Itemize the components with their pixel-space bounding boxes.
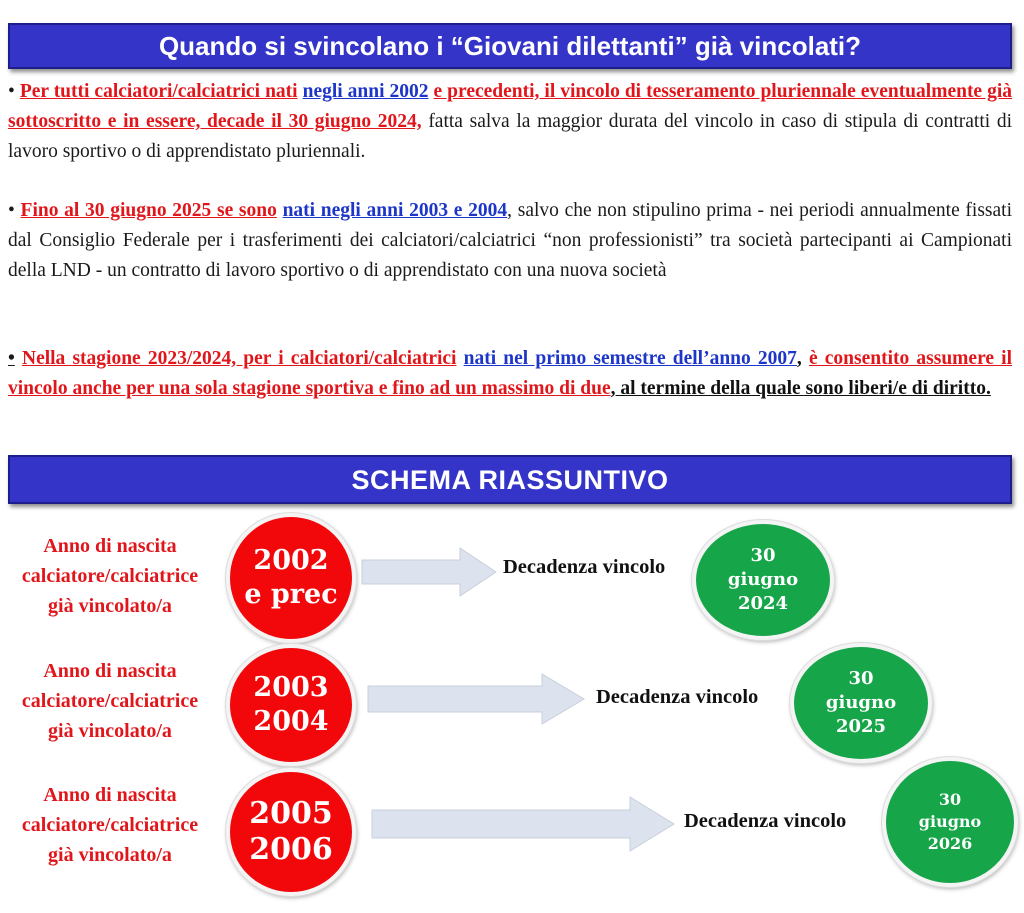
p3-black-text: , al termine della quale sono liberi/e di diritto.	[610, 378, 991, 399]
year-line: 2006	[249, 832, 333, 867]
bullet: •	[8, 200, 15, 221]
date-line: giugno	[727, 569, 799, 590]
decadenza-label-1: Decadenza vincolo	[503, 556, 666, 578]
label-line: Anno di nascita	[43, 784, 177, 806]
date-line: 30	[848, 668, 874, 689]
year-line: e prec	[244, 579, 338, 610]
date-line: 2026	[927, 834, 973, 853]
date-line: giugno	[918, 812, 982, 831]
decadenza-label-3: Decadenza vincolo	[684, 810, 847, 832]
p2-red-text: Fino al 30 giugno 2025 se sono	[20, 200, 277, 221]
row-label-2	[0, 656, 220, 746]
date-line: 30	[938, 790, 962, 809]
year-circle-1	[226, 513, 356, 643]
label-line: calciatore/calciatrice	[21, 565, 199, 587]
label-line: calciatore/calciatrice	[21, 814, 199, 836]
p1-red-text: Per tutti calciatori/calciatrici nati	[19, 81, 298, 102]
row-label-1	[0, 531, 220, 621]
page-title: Quando si svincolano i “Giovani dilettanti” già vincolati?	[158, 31, 862, 61]
paragraph-2007	[8, 344, 1012, 404]
label-line: calciatore/calciatrice	[21, 690, 199, 712]
bullet: •	[8, 81, 15, 102]
date-line: 2025	[835, 716, 887, 737]
year-circle-3	[226, 768, 356, 896]
bullet: •	[8, 348, 15, 369]
title-banner	[8, 23, 1012, 69]
date-line: giugno	[825, 692, 897, 713]
arrow-icon	[366, 672, 588, 726]
arrow-icon	[370, 795, 678, 853]
date-line: 2024	[737, 593, 789, 614]
label-line: Anno di nascita	[43, 660, 177, 682]
p1-red-text-2: e precedenti, il vincolo di tesseramento pluriennale eventualmente già sottoscritto e in essere, decade il 30 giugno 2024,	[8, 81, 1013, 132]
date-circle-3	[882, 757, 1018, 887]
p2-blue-text: nati negli anni 2003 e 2004	[282, 200, 508, 221]
paragraph-2002	[8, 77, 1012, 167]
label-line: Anno di nascita	[43, 535, 177, 557]
row-label-3	[0, 780, 220, 870]
label-line: già vincolato/a	[48, 844, 172, 866]
date-circle-2	[790, 643, 932, 763]
year-line: 2004	[253, 706, 329, 737]
label-line: già vincolato/a	[48, 720, 172, 742]
year-line: 2003	[253, 672, 329, 703]
schema-title: SCHEMA RIASSUNTIVO	[351, 465, 669, 495]
p3-comma: ,	[796, 348, 802, 369]
p3-red-text-2: è consentito assumere il vincolo anche per una sola stagione sportiva e fino ad un massimo di due	[8, 348, 1013, 399]
paragraph-2003-2004	[8, 196, 1012, 286]
date-line: 30	[750, 545, 776, 566]
p3-blue-text: nati nel primo semestre dell’anno 2007	[463, 348, 797, 369]
date-circle-1	[692, 520, 834, 640]
schema-banner	[8, 455, 1012, 504]
p2-plain-text: , salvo che non stipulino prima - nei periodi annualmente fissati dal Consiglio Federale per i trasferimenti dei calciatori/calciatrici “non professionisti” tra società partecipanti ai Campionati della LND - un contratto di lavoro sportivo o di apprendistato con una nuova società	[8, 200, 1013, 281]
p1-plain-text: fatta salva la maggior durata del vincolo in caso di stipula di contratti di lavoro sportivo o di apprendistato pluriennali.	[8, 111, 1013, 162]
decadenza-label-2: Decadenza vincolo	[596, 686, 759, 708]
p1-blue-text: negli anni 2002	[302, 81, 429, 102]
year-line: 2002	[253, 545, 329, 576]
label-line: già vincolato/a	[48, 595, 172, 617]
year-line: 2005	[249, 796, 333, 831]
arrow-icon	[360, 546, 500, 598]
p3-red-text: Nella stagione 2023/2024, per i calciatori/calciatrici	[21, 348, 457, 369]
year-circle-2	[226, 644, 356, 766]
